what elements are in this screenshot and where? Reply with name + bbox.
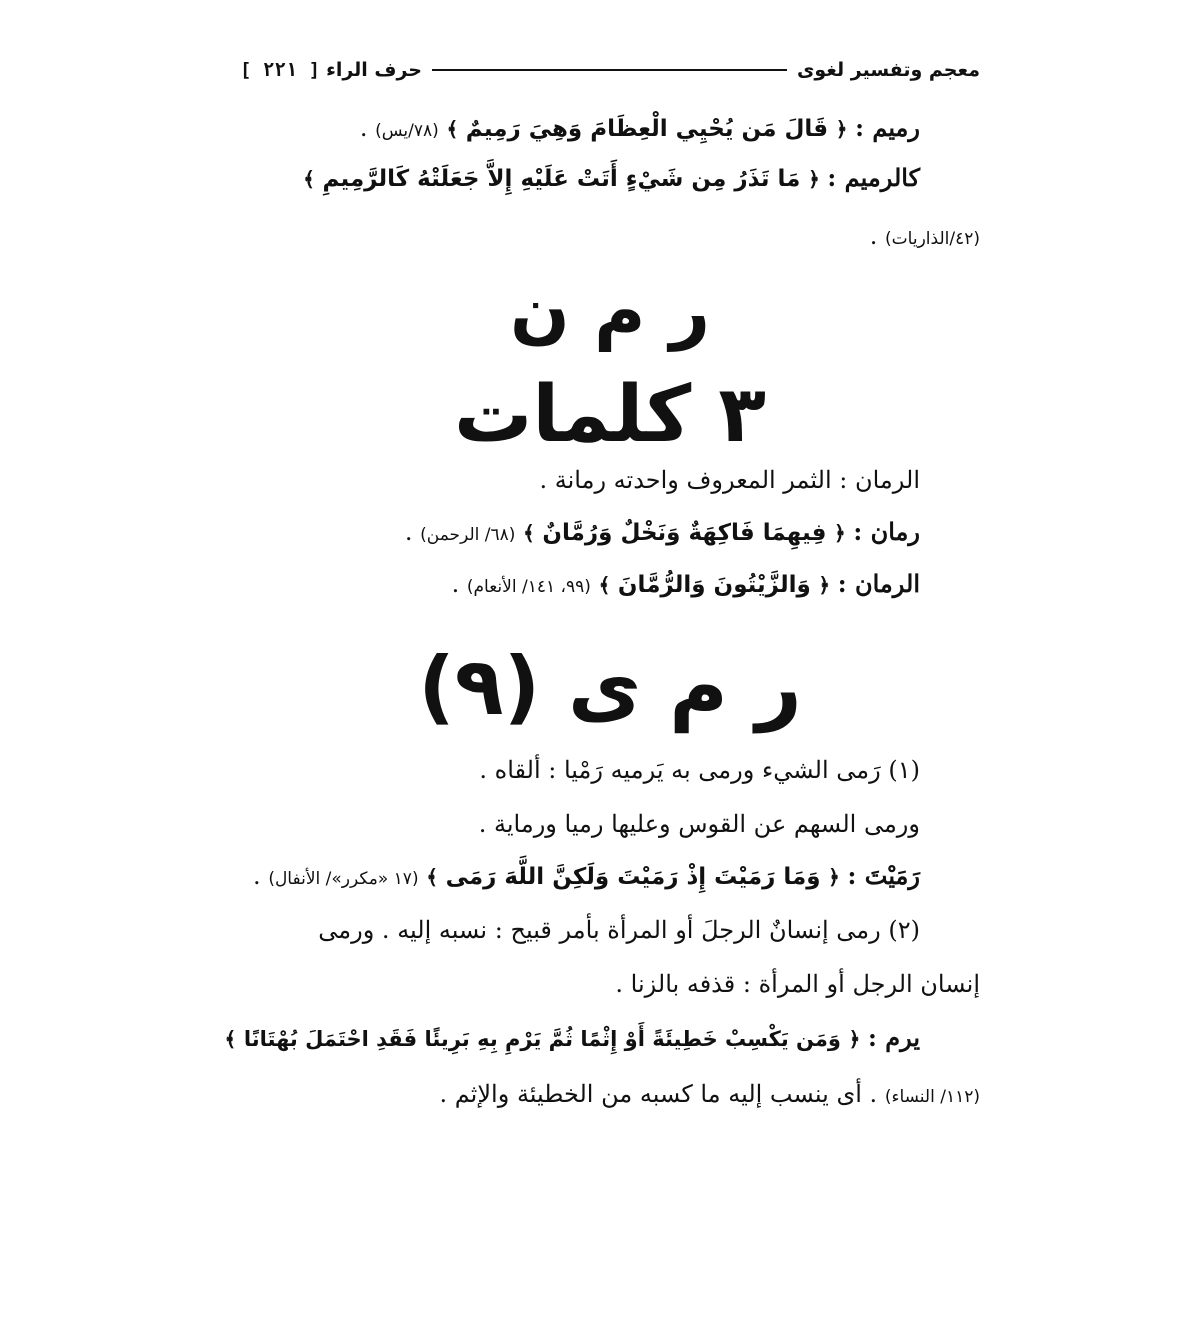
entry-word: رمان : [853, 517, 920, 546]
verse-reference: (٦٨/ الرحمن) [420, 525, 516, 545]
quran-open-bracket: ﴿ [828, 865, 840, 889]
entry-kalramim-ref-line [240, 216, 980, 259]
quran-close-bracket: ﴾ [303, 167, 315, 191]
punctuation: . [451, 570, 460, 598]
quran-verse: فِيهِمَا فَاكِهَةٌ وَنَخْلٌ وَرُمَّانٌ [542, 520, 827, 546]
entry-word: كالرميم : [827, 163, 920, 192]
quran-close-bracket: ﴾ [446, 117, 459, 141]
verse-reference: (١٧ «مكرر»/ الأنفال) [268, 869, 419, 889]
running-header [240, 52, 980, 88]
entry-alrumman [240, 564, 920, 607]
quran-open-bracket: ﴿ [848, 1027, 861, 1051]
quran-open-bracket: ﴿ [808, 167, 820, 191]
punctuation: . [404, 518, 413, 546]
entry-rumman [240, 512, 920, 555]
meaning-2-cont: إنسان الرجل أو المرأة : قذفه بالزنا . [615, 970, 980, 998]
entry-word: رَمَيْتَ : [847, 861, 920, 890]
punctuation: . [253, 862, 261, 890]
book-title: معجم وتفسير لغوى [796, 59, 980, 81]
explanation-text: . أى ينسب إليه ما كسبه من الخطيئة والإثم . [439, 1080, 878, 1108]
root-heading-rmn: ر م ن [509, 270, 711, 352]
verse-reference: (٩٩، ١٤١/ الأنعام) [466, 577, 591, 597]
entry-word: رميم : [855, 113, 920, 142]
page [224, 40, 980, 1140]
verse-reference: (٧٨/يس) [375, 121, 439, 141]
quran-close-bracket: ﴾ [523, 521, 535, 545]
root-heading-rmy: ر م ى (٩) [418, 640, 802, 733]
meaning-1-cont: ورمى السهم عن القوس وعليها رميا ورماية . [478, 810, 920, 838]
quran-close-bracket: ﴾ [426, 865, 438, 889]
page-number: [ ٢٢١ ] [240, 59, 321, 81]
entry-ramayta [240, 856, 920, 899]
entry-ramim [240, 108, 920, 151]
quran-verse: وَمَا رَمَيْتَ إِذْ رَمَيْتَ وَلَكِنَّ اللَّهَ رَمَى [445, 864, 821, 890]
quran-close-bracket: ﴾ [224, 1027, 237, 1051]
entry-yarm-explanation [240, 1074, 980, 1117]
quran-open-bracket: ﴿ [818, 573, 831, 597]
punctuation: . [869, 222, 878, 250]
entry-word: الرمان : [837, 569, 920, 598]
section-title: حرف الراء [326, 59, 422, 81]
verse-reference: (٤٢/الذاريات) [885, 229, 980, 249]
entry-kalramim [240, 158, 920, 199]
quran-open-bracket: ﴿ [834, 521, 846, 545]
entry-word: يرم : [868, 1023, 920, 1052]
meaning-2: (٢) رمى إنسانٌ الرجلَ أو المرأة بأمر قبيح : نسبه إليه . ورمى [318, 916, 920, 944]
quran-verse: وَالزَّيْتُونَ وَالرُّمَّانَ [617, 572, 811, 598]
punctuation: . [359, 114, 368, 142]
verse-reference: (١١٢/ النساء) [884, 1087, 980, 1107]
entry-yarm [224, 1018, 920, 1059]
meaning-1: (١) رَمى الشيء ورمى به يَرميه رَمْيا : ألقاه . [479, 756, 920, 784]
definition-rumman: الرمان : الثمر المعروف واحدته رمانة . [539, 466, 920, 494]
quran-verse: وَمَن يَكْسِبْ خَطِيئَةً أَوْ إِثْمًا ثُمَّ يَرْمِ بِهِ بَرِيئًا فَقَدِ احْتَمَلَ بُهْتَانًا [243, 1027, 841, 1051]
quran-open-bracket: ﴿ [835, 117, 848, 141]
quran-verse: قَالَ مَن يُحْيِي الْعِظَامَ وَهِيَ رَمِيمٌ [465, 116, 829, 142]
header-rule [432, 69, 787, 71]
quran-verse: مَا تَذَرُ مِن شَيْءٍ أَتَتْ عَلَيْهِ إِلاَّ جَعَلَتْهُ كَالرَّمِيمِ [322, 166, 801, 192]
word-count-heading: ٣ كلمات [454, 370, 766, 460]
quran-close-bracket: ﴾ [598, 573, 611, 597]
